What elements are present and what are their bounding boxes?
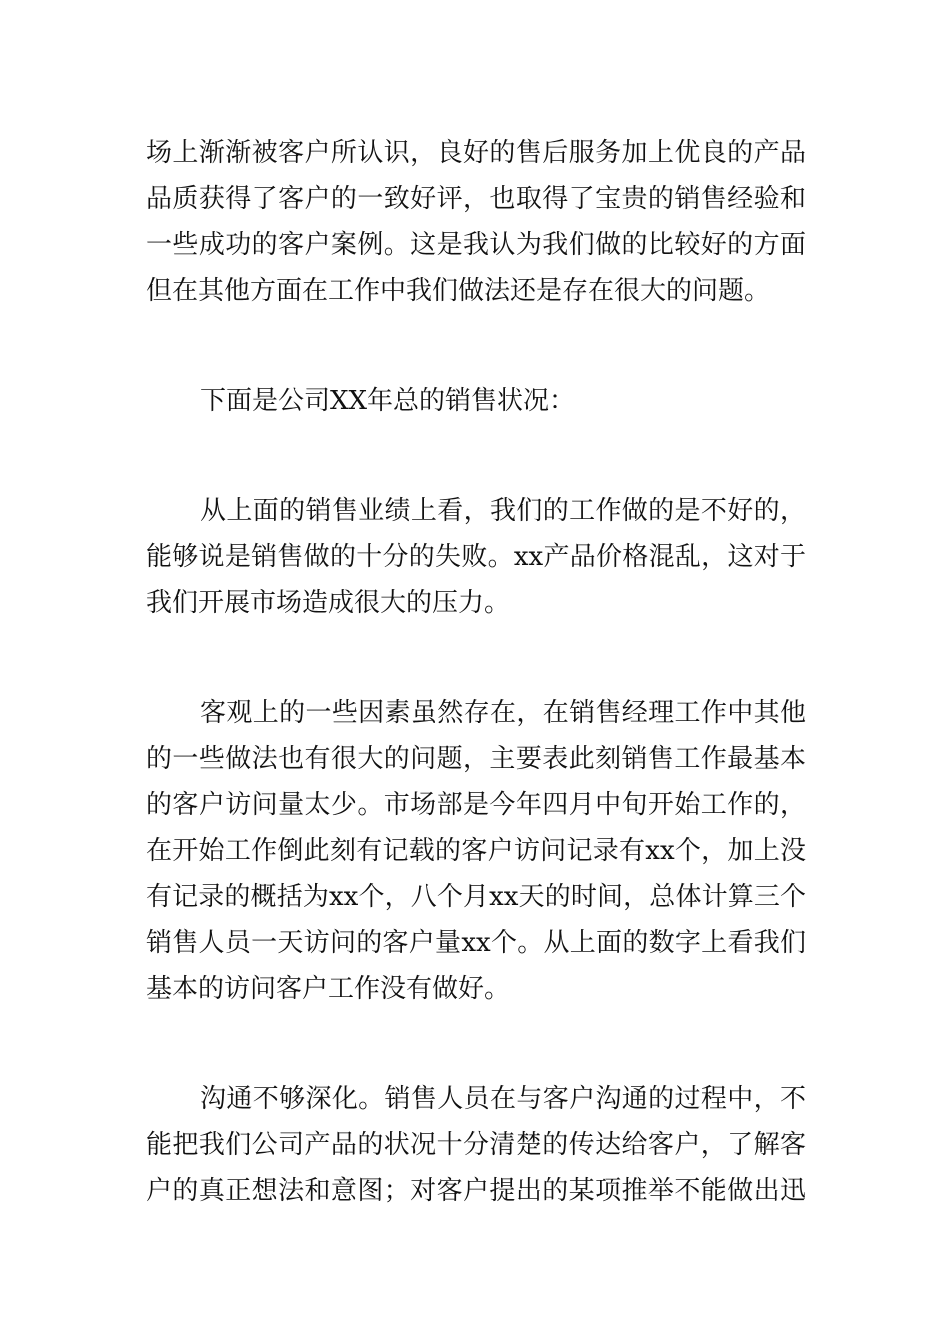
text-line: 我们开展市场造成很大的压力。 (146, 588, 511, 618)
text-line: 能把我们公司产品的状况十分清楚的传达给客户，了解客 (146, 1130, 806, 1160)
text-line: 有记录的概括为xx个，八个月xx天的时间，总体计算三个 (146, 882, 806, 912)
paragraph (146, 378, 806, 424)
text-line: 但在其他方面在工作中我们做法还是存在很大的问题。 (146, 276, 771, 306)
paragraph (146, 488, 806, 626)
text-line: 的一些做法也有很大的问题，主要表此刻销售工作最基本 (146, 744, 806, 774)
paragraph (146, 690, 806, 1012)
text-line: 的客户访问量太少。市场部是今年四月中旬开始工作的， (146, 790, 806, 820)
text-line: 户的真正想法和意图；对客户提出的某项推举不能做出迅 (146, 1176, 806, 1206)
paragraph-spacing (146, 1012, 806, 1076)
paragraph-spacing (146, 626, 806, 690)
text-line: 客观上的一些因素虽然存在，在销售经理工作中其他 (200, 698, 806, 728)
paragraph-spacing (146, 314, 806, 378)
document-body (146, 130, 806, 1214)
text-line: 销售人员一天访问的客户量xx个。从上面的数字上看我们 (146, 928, 806, 958)
text-line: 从上面的销售业绩上看，我们的工作做的是不好的， (200, 496, 806, 526)
paragraph (146, 130, 806, 314)
text-line: 品质获得了客户的一致好评，也取得了宝贵的销售经验和 (146, 184, 806, 214)
paragraph-spacing (146, 424, 806, 488)
text-line: 一些成功的客户案例。这是我认为我们做的比较好的方面 (146, 230, 806, 260)
paragraph (146, 1076, 806, 1214)
text-line: 基本的访问客户工作没有做好。 (146, 974, 511, 1004)
text-line: 下面是公司XX年总的销售状况： (200, 386, 576, 416)
text-line: 场上渐渐被客户所认识，良好的售后服务加上优良的产品 (146, 138, 806, 168)
text-line: 沟通不够深化。销售人员在与客户沟通的过程中，不 (200, 1084, 806, 1114)
text-line: 能够说是销售做的十分的失败。xx产品价格混乱，这对于 (146, 542, 806, 572)
text-line: 在开始工作倒此刻有记载的客户访问记录有xx个，加上没 (146, 836, 806, 866)
